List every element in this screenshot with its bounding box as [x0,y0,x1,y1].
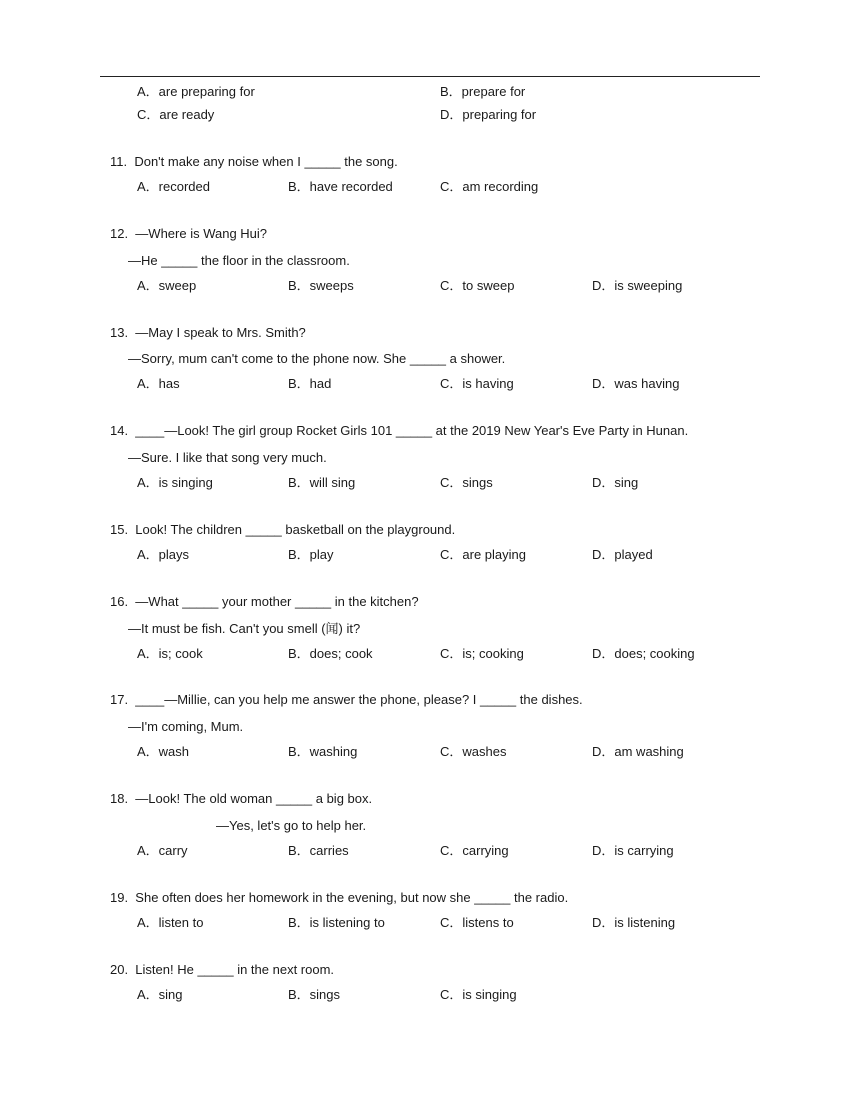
question-15-stem: 15. Look! The children _____ basketball on the playground. [110,522,456,537]
q18-option-b[interactable]: B．carries [288,843,349,858]
q11-option-a[interactable]: A．recorded [137,179,210,194]
question-16-line2: —It must be fish. Can't you smell (闻) it? [128,621,361,636]
q20-option-a[interactable]: A．sing [137,987,183,1002]
question-19-stem: 19. She often does her homework in the evening, but now she _____ the radio. [110,890,569,905]
q15-option-a[interactable]: A．plays [137,547,190,562]
question-13-line2: —Sorry, mum can't come to the phone now. She _____ a shower. [128,351,506,366]
q18-option-d[interactable]: D．is carrying [592,843,674,858]
q13-option-b[interactable]: B．had [288,376,332,391]
q16-option-c[interactable]: C．is; cooking [440,646,524,661]
question-14-line2: —Sure. I like that song very much. [128,450,327,465]
q19-option-b[interactable]: B．is listening to [288,915,385,930]
question-13-stem: 13. —May I speak to Mrs. Smith? [110,325,306,340]
q12-option-b[interactable]: B．sweeps [288,278,354,293]
q12-option-d[interactable]: D．is sweeping [592,278,683,293]
question-12-stem: 12. —Where is Wang Hui? [110,226,268,241]
question-14-stem: 14. ____—Look! The girl group Rocket Girls 101 _____ at the 2019 New Year's Eve Party in Hunan. [110,423,689,438]
q20-option-b[interactable]: B．sings [288,987,341,1002]
q11-option-c[interactable]: C．am recording [440,179,539,194]
q19-option-c[interactable]: C．listens to [440,915,514,930]
question-17-line2: —I'm coming, Mum. [128,719,244,734]
q16-option-b[interactable]: B．does; cook [288,646,373,661]
q14-option-a[interactable]: A．is singing [137,475,213,490]
prev-option-d[interactable]: D．preparing for [440,107,537,122]
q16-option-d[interactable]: D．does; cooking [592,646,695,661]
q13-option-c[interactable]: C．is having [440,376,514,391]
question-17-stem: 17. ____—Millie, can you help me answer the phone, please? I _____ the dishes. [110,692,583,707]
question-18-stem: 18. —Look! The old woman _____ a big box. [110,791,373,806]
q15-option-d[interactable]: D．played [592,547,653,562]
q19-option-a[interactable]: A．listen to [137,915,204,930]
q14-option-b[interactable]: B．will sing [288,475,356,490]
question-18-line2: —Yes, let's go to help her. [216,818,367,833]
q13-option-a[interactable]: A．has [137,376,180,391]
q17-option-c[interactable]: C．washes [440,744,507,759]
prev-option-c[interactable]: C．are ready [137,107,215,122]
question-20-stem: 20. Listen! He _____ in the next room. [110,962,335,977]
q13-option-d[interactable]: D．was having [592,376,680,391]
question-12-line2: —He _____ the floor in the classroom. [128,253,350,268]
q17-option-a[interactable]: A．wash [137,744,190,759]
q14-option-d[interactable]: D．sing [592,475,639,490]
q16-option-a[interactable]: A．is; cook [137,646,203,661]
q15-option-c[interactable]: C．are playing [440,547,526,562]
q18-option-c[interactable]: C．carrying [440,843,509,858]
q15-option-b[interactable]: B．play [288,547,334,562]
q17-option-d[interactable]: D．am washing [592,744,684,759]
q17-option-b[interactable]: B．washing [288,744,358,759]
q19-option-d[interactable]: D．is listening [592,915,676,930]
q20-option-c[interactable]: C．is singing [440,987,517,1002]
q12-option-a[interactable]: A．sweep [137,278,197,293]
prev-option-a[interactable]: A．are preparing for [137,84,255,99]
question-16-stem: 16. —What _____ your mother _____ in the kitchen? [110,594,419,609]
header-rule [100,76,760,77]
q14-option-c[interactable]: C．sings [440,475,493,490]
prev-option-b[interactable]: B．prepare for [440,84,526,99]
question-11-stem: 11. Don't make any noise when I _____ the song. [110,154,398,169]
q11-option-b[interactable]: B．have recorded [288,179,393,194]
q12-option-c[interactable]: C．to sweep [440,278,515,293]
q18-option-a[interactable]: A．carry [137,843,188,858]
